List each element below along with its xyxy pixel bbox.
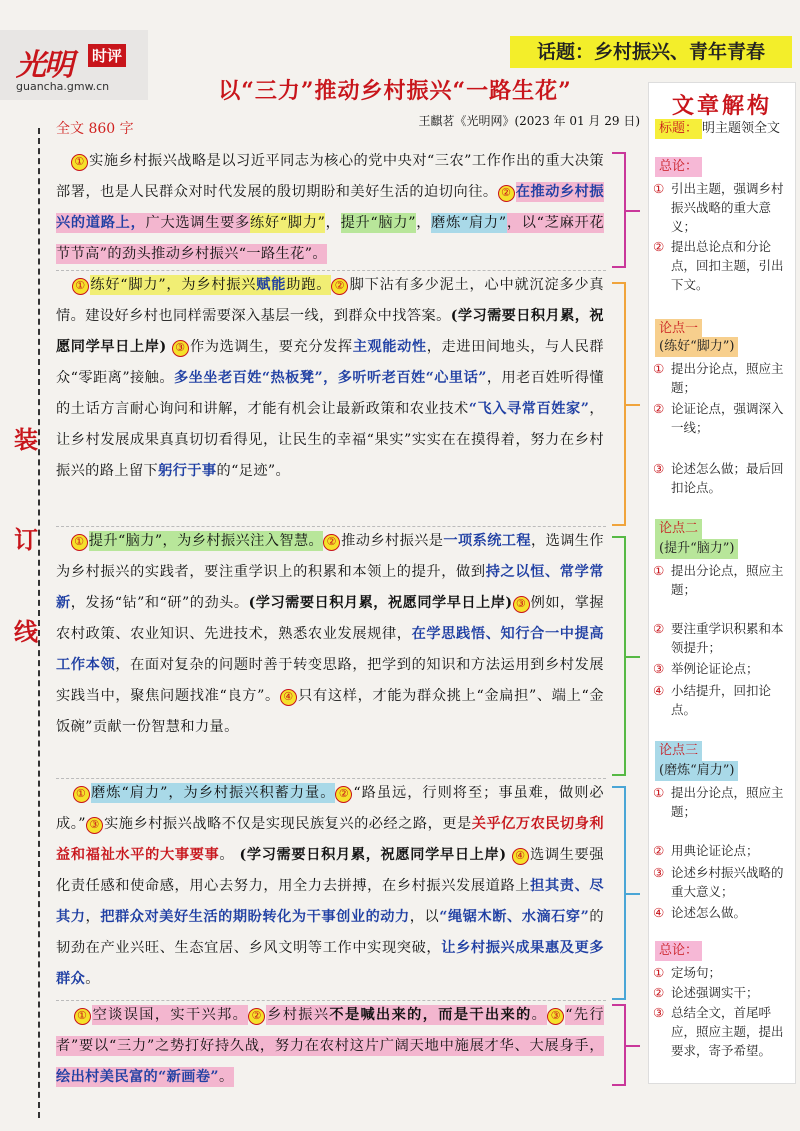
panel-item: ② 要注重学识积累和本领提升； [653, 621, 784, 655]
panel-item: ② 论证论点，强调深入一线； [653, 401, 784, 435]
text: 提升“脑力” [340, 215, 416, 231]
panel-item: ① 提出分论点，照应主题； [653, 785, 784, 819]
text: “先行者”要以“三力”之势打好持久战，努力在农村这片广阔天地中施展才华、大展身手， [56, 1007, 604, 1054]
panel-intro [655, 119, 780, 139]
marker: ② [335, 786, 352, 803]
paragraph-point-one [56, 270, 604, 487]
text: (学习需要日积月累，祝愿同学早日上岸) [56, 308, 604, 355]
intro-text: 明主题领全文 [702, 121, 781, 136]
text: “路虽远，行则将至；事虽难，做则必成。” [56, 785, 605, 832]
text: ， [325, 215, 341, 231]
paragraph-point-three [56, 778, 604, 995]
marker: ① [72, 278, 89, 295]
panel-title: 文章解构 [671, 93, 772, 119]
text: ，走进田间地头，与人民群众“零距离”接触。 [56, 339, 604, 386]
bracket-intro [612, 152, 626, 268]
paragraph-intro [56, 146, 604, 270]
panel-item: ① 提出分论点，照应主题； [653, 361, 784, 395]
intro-label: 标题： [655, 119, 702, 139]
text: 练好“脚力” [249, 215, 326, 231]
panel-item: ② 论述强调实干； [653, 985, 759, 1000]
panel-section-label: 总论： [655, 941, 702, 961]
text: 助跑。 [286, 277, 332, 293]
panel-section-label: 论点三 [655, 741, 702, 761]
text: ，用老百姓听得懂的土话方言耐心询问和讲解，才能有机会让最新政策和农业技术 [56, 370, 605, 417]
word-count: 全文 860 字 [56, 121, 134, 137]
text: “飞入寻常百姓家” [468, 401, 590, 417]
paragraph-point-two [56, 526, 604, 743]
panel-item: ② 提出总论点和分论点，回扣主题，引出下文。 [653, 239, 784, 292]
marker: ③ [547, 1008, 564, 1025]
panel-item: ③ 论述乡村振兴战略的重大意义； [653, 865, 784, 899]
text: 让乡村振兴成果惠及更多群众 [56, 940, 605, 987]
text: 。 [85, 971, 100, 987]
text: 脚下沾有多少泥土，心中就沉淀多少真情。建设好乡村也同样需要深入基层一线，到群众中找答案。 [56, 277, 605, 324]
text: 关乎亿万农民切身利益和福祉水平的大事要事 [56, 816, 604, 863]
article-title: 以“三力”推动乡村振兴“一路生花” [218, 78, 572, 104]
text: 在学思践悟、知行合一中提高工作本领 [56, 626, 604, 673]
text: ， [85, 909, 101, 925]
text: 。 [219, 847, 235, 863]
text: 担其责、尽其力 [56, 878, 604, 925]
text: 不是喊出来的，而是干出来的 [329, 1007, 532, 1023]
text: 广大选调生要多 [145, 215, 250, 231]
text: 躬行于事 [158, 463, 217, 479]
binding-line [38, 128, 40, 1118]
panel-item: ③ 总结全文，首尾呼应，照应主题，提出要求，寄予希望。 [653, 1005, 784, 1058]
panel-item: ③ 论述怎么做；最后回扣论点。 [653, 461, 784, 495]
text: 主观能动性 [352, 339, 427, 355]
text: 磨炼“肩力” [431, 215, 507, 231]
panel-item: ④ 小结提升，回扣论点。 [653, 683, 772, 717]
byline: 王麒茗《光明网》(2023 年 01 月 29 日) [418, 114, 640, 128]
text: 一项系统工程 [443, 533, 531, 549]
text: ，发扬“钻”和“研”的劲头。 [70, 595, 249, 611]
text: 的“足迹”。 [216, 463, 291, 479]
binding-char: 订 [14, 525, 38, 554]
structure-panel [648, 82, 796, 1084]
bracket-point-three [612, 786, 626, 1000]
text: 在推动乡村振兴的道路上， [56, 184, 604, 231]
text: 练好“脚力”，为乡村振兴 [89, 277, 257, 293]
panel-item: ① 引出主题，强调乡村振兴战略的重大意义； [653, 181, 784, 234]
text: 绘出村美民富的“新画卷” [56, 1069, 219, 1085]
text: 。 [219, 1069, 234, 1085]
bracket-point-two [612, 536, 626, 776]
text: ，以 [409, 909, 440, 925]
marker: ④ [512, 848, 529, 865]
text: 实施乡村振兴战略是以习近平同志为核心的党中央对“三农”工作作出的重大决策部署，也是人民群众对时代发展的殷切期盼和美好生活的迫切向往。 [56, 153, 604, 200]
text: 例如，掌握农村政策、农业知识、先进技术，熟悉农业发展规律， [56, 595, 604, 642]
logo-mark: 光明 [16, 48, 72, 83]
logo-tag: 时评 [88, 44, 126, 67]
marker: ④ [280, 689, 297, 706]
marker: ① [71, 154, 88, 171]
logo-url: guancha.gmw.cn [16, 80, 110, 93]
topic-banner: 话题：乡村振兴、青年青春 [510, 36, 792, 68]
text: 提升“脑力”，为乡村振兴注入智慧。 [88, 533, 324, 549]
text: 赋能 [256, 277, 287, 293]
panel-section-label: 论点一 [655, 319, 702, 339]
panel-item: ② 用典论证论点； [653, 843, 759, 858]
logo [0, 30, 148, 100]
text: 持之以恒、常学常新 [56, 564, 604, 611]
text: 选调生要强化责任感和使命感，用心去努力，用全力去拼搏，在乡村振兴发展道路上 [56, 847, 604, 894]
panel-item: ④ 论述怎么做。 [653, 905, 747, 920]
text: 的韧劲在产业兴旺、生态宜居、乡风文明等工作中实现突破， [56, 909, 604, 956]
text: 实施乡村振兴战略不仅是实现民族复兴的必经之路，更是 [103, 816, 472, 832]
bracket-point-one [612, 282, 626, 526]
paragraph-conclusion [56, 1000, 604, 1093]
text: 推动乡村振兴是 [341, 533, 444, 549]
panel-item: ① 定场句； [653, 965, 722, 980]
text: 只有这样，才能为群众挑上“金扁担”、端上“金饭碗”贡献一份智慧和力量。 [56, 688, 604, 735]
panel-item: ③ 举例论证论点； [653, 661, 759, 676]
text: ，让乡村发展成果真真切切看得见，让民生的幸福“果实”实实在在摸得着，努力在乡村振兴的路上留下 [56, 401, 605, 479]
text: 作为选调生，要充分发挥 [189, 339, 353, 355]
text: ， [415, 215, 432, 231]
panel-section-sub: (练好“脚力”) [655, 337, 738, 357]
marker: ② [331, 278, 348, 295]
marker: ③ [172, 340, 189, 357]
panel-section-label: 论点二 [655, 519, 702, 539]
binding-char: 装 [14, 425, 38, 454]
marker: ② [498, 185, 515, 202]
marker: ② [248, 1008, 265, 1025]
text: 把群众对美好生活的期盼转化为干事创业的动力 [100, 909, 410, 925]
text: 乡村振兴 [266, 1007, 330, 1023]
text: 空谈误国，实干兴邦。 [91, 1007, 249, 1023]
text: 磨炼“肩力”，为乡村振兴积蓄力量。 [90, 785, 336, 801]
panel-section-sub: (提升“脑力”) [655, 539, 738, 559]
text: “绳锯木断、水滴石穿” [439, 909, 590, 925]
text: (学习需要日积月累，祝愿同学早日上岸) [239, 847, 507, 863]
marker: ② [323, 534, 340, 551]
panel-section-sub: (磨炼“肩力”) [655, 761, 738, 781]
text: 。 [531, 1007, 548, 1023]
marker: ① [74, 1008, 91, 1025]
text: ，在面对复杂的问题时善于转变思路，把学到的知识和方法运用到乡村发展实践当中，聚焦问题找准“良方”。 [56, 657, 605, 704]
panel-item: ① 提出分论点，照应主题； [653, 563, 784, 597]
marker: ③ [513, 596, 530, 613]
panel-section-label: 总论： [655, 157, 702, 177]
text: (学习需要日积月累，祝愿同学早日上岸) [248, 595, 513, 611]
marker: ① [71, 534, 88, 551]
marker: ③ [86, 817, 103, 834]
bracket-conclusion [612, 1004, 626, 1086]
text: ，以“芝麻开花节节高”的劲头推动乡村振兴“一路生花”。 [56, 215, 605, 262]
marker: ① [73, 786, 90, 803]
text: ，选调生作为乡村振兴的实践者，要注重学识上的积累和本领上的提升，做到 [56, 533, 604, 580]
binding-char: 线 [14, 617, 38, 646]
text: 多坐坐老百姓“热板凳”，多听听老百姓“心里话” [174, 370, 487, 386]
